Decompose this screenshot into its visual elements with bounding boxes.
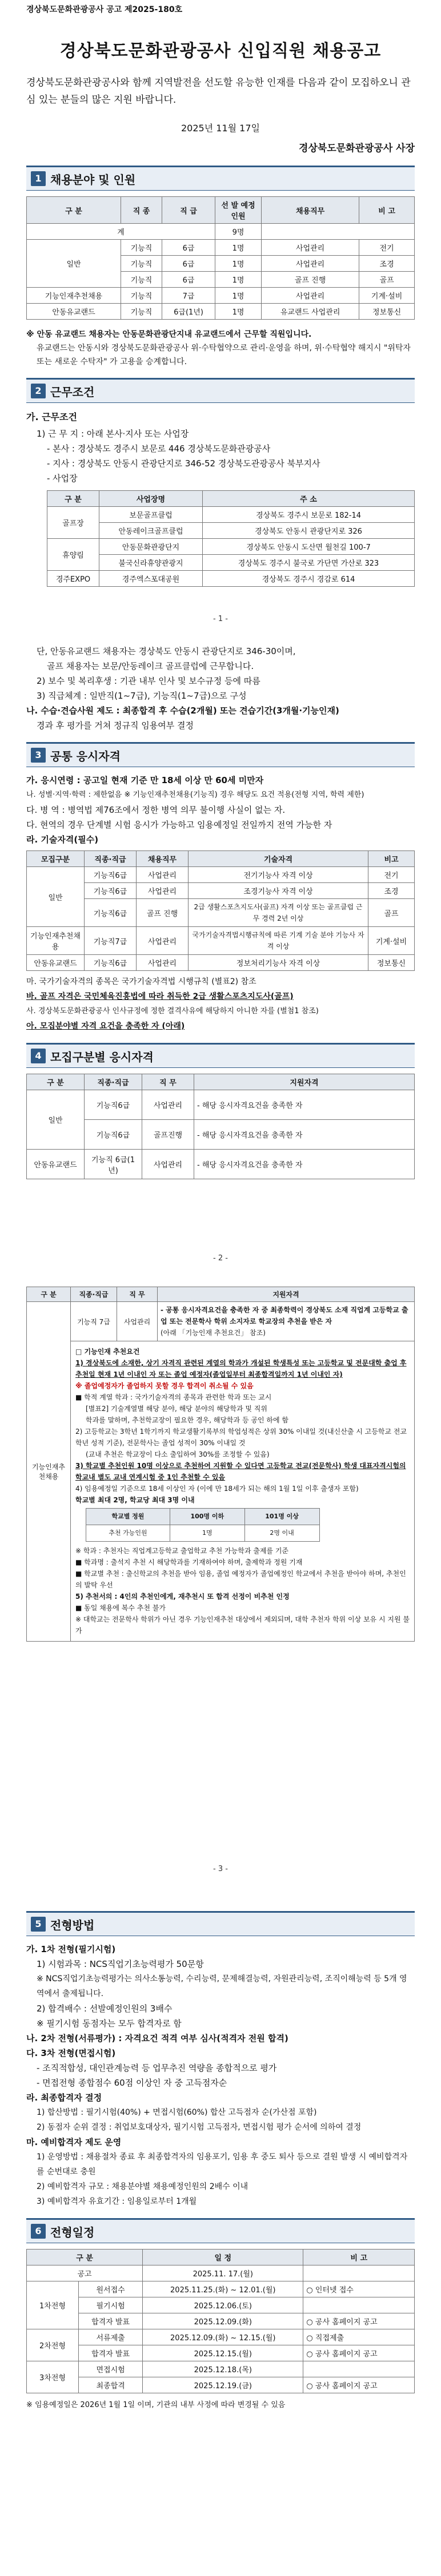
table-row: 안동레이크골프클럽 경상북도 안동시 관광단지로 326 [47,523,415,539]
table-row: 공고 2025.11. 17.(월) [27,2265,415,2281]
page-title: 경상북도문화관광공사 신입직원 채용공고 [59,41,382,61]
table-row: 1차전형 원서접수 2025.11.25.(화) ~ 12.01.(월) ○ 인터넷 접수 [27,2281,415,2297]
subsection-title: 가. 근무조건 [26,412,77,422]
work-location-sites: - 사업장 [47,473,78,483]
work-location-branch: - 지사 : 경상북도 안동시 관광단지로 346-52 경상북도관광공사 북부지사 [47,458,320,469]
section-number: 4 [31,1049,46,1063]
table-row [27,1341,415,1642]
table-row: 경주EXPO 경주엑스포대공원 경상북도 경주시 경감로 614 [47,571,415,587]
text-line: 골프 채용자는 보문/안동레이크 골프클럽에 근무합니다. [47,661,254,671]
text-line: - 면접전형 종합점수 60점 이상인 자 중 고득점자순 [37,2078,227,2088]
table-row: 3차전형 면접시험 2025.12.18.(목) [27,2361,415,2377]
text-line: 1) 운영방법 : 채용절차 종료 후 최종합격자의 임용포기, 임용 후 중도 퇴사 등으로 결원 발생 시 예비합격자를 순번대로 충원 [37,2152,408,2176]
talent-recommendation-table: 구 분 직종·직급 직 무 지원자격 기능인재추천채용 기능직 7급 사업관리 - 공통 응시자격요건을 충족한 자 중 최종학력이 경상북도 소재 직업계 고등학교 출업 또는 전문학사 학위 소지자로 학교장의 추천을 받은 자 (아래 「기능인재 추천요건」 참조) □ 기능인재 추천요건 1) 경상북도에 소재한, 상기 자격직 관련된 계열의 학과가 개설된 학생특성 또는 고등학교 및 전문대학 출업 후 추천일 현재 1년 이내인 자 또는 졸업 예정자(졸업일부터 최종합격일까지 1년 이내인 자) ※ 졸업예정자가 졸업하지 못할 경우 합격이 취소될 수 있음 ■ 학적 계열 학과 : 국가기술자격의 종목과 관련한 학과 또는 교시 [별표2] 기술계열별 해당 분야, 해당 분야의 해당학과 및 직위 학과를 말하며, 추천학교장이 필요한 경우, 해당학과 등 공인 하에 함 2) 고등학교는 3학년 1학기까지 학교생활기록부의 학업성적은 상위 30% 이내일 것(내신산출 시 고등학교 전교 학년 성적 기준), 전문학사는 졸업 성적이 30% 이내일 것 (교내 추천은 학교장이 다소 출입하여 30%를 조정할 수 있음) 3) 학교별 추천인원 10명 이상으로 추천하여 지원할 수 있다면 고등학교 전교(전문학사) 학생 대표자격시험의 학교내 별도 교내 연계시험 중 1인 추천할 수 있음 4) 임용예정일 기준으로 18세 이상인 자 (이에 만 18세가 되는 해의 1월 1일 이후 출생자 포함) 학교별 최대 2명, 학교당 최대 3명 이내 학교별 정원 100명 이하 101명 이상 추천 가능인원 1명 2명 이내 ※ 학과 : 추천자는 직업계고등학교 출업학교 추천 가능학과 출제를 기준 ■ 학과명 : 출석지 추천 시 해당학과를 기재하여야 하며, 출제학과 정원 기재 ■ 학교별 추천 : 출신학교의 추천을 받아 임용, 졸업 예정자가 졸업예정인 학교에서 추천을 받아야 하며, 추천인의 발탁 우선 5) 추천서의 : 4인의 추천인에게, 재추천시 또 합격 선정이 비추천 인정 ■ 동일 채용에 복수 추천 불가 ※ 대학교는 전문학사 학위가 아닌 경우 기능인재추천 대상에서 제외되며, 대학 추천자 학위 이상 보유 시 지원 불가 [26,1287,415,1642]
text-line: 마. 국가기술자격의 종목은 국가기술자격법 시행규칙 (별표2) 참조 [26,977,256,986]
requirement-1-note: ※ 졸업예정자가 졸업하지 못할 경우 합격이 취소될 수 있음 [75,1382,254,1390]
table-row: 기능직 6급 1명 골프 진행 골프 [27,272,415,288]
intro-text: 경상북도문화관광공사와 함께 지역발전을 선도할 유능한 인재를 다음과 같이 모집하오니 관심 있는 분들의 많은 지원 바랍니다. [26,77,411,106]
table-row: 일반 기능직6급 사업관리 - 해당 응시자격요건을 충족한 자 [27,1090,415,1120]
section-4-header [26,1043,415,1068]
schedule-table: 구 분 일 정 비 고 공고 2025.11. 17.(월) 1차전형 원서접수 2025.11.25.(화) ~ 12.01.(월) ○ 인터넷 접수 필기시험 2025.12.06.(토) 합격자 발표 2025.12.09.(화) ○ 공사 홈페이지 공고 2차전형 서류제출 2025.12.09.(화) ~ 12.15.(월) ○ 직접제출 합격자 발표 2025.12.15.(월) ○ 공사 홈페이지 공고 3차전형 면접시험 2025.12.18.(목) 최종합격 2025.12.19.(금) ○ 공사 홈페이지 공고 [26,2249,415,2393]
text-line: - 조직적합성, 대인관계능력 등 업무추진 역량을 종합적으로 평가 [37,2063,277,2073]
table-row: 불국신라휴양관광지 경상북도 경주시 불국로 가단면 가산로 323 [47,555,415,571]
table-row: 필기시험 2025.12.06.(토) [27,2297,415,2313]
page-1 [0,0,441,635]
table-row: 2차전형 서류제출 2025.12.09.(화) ~ 12.15.(월) ○ 직접제출 [27,2329,415,2345]
section-number: 3 [31,748,46,763]
eligibility-general: 나. 성별·지역·학력 : 제한없음 ※ 기능인재추천채용(기능직) 경우 해당도 요건 적용(전형 지역, 학력 제한) [26,791,364,799]
text-line: 나. 수습·견습사원 제도 : 최종합격 후 수습(2개월) 또는 견습기간(3개월·기능인재) [26,706,339,716]
requirement-note: ■ 학교별 추천 : 출신학교의 추천을 받아 임용, 졸업 예정자가 졸업예정인 학교에서 추천을 받아야 하며, 추천인의 발탁 우선 [75,1570,406,1589]
recommend-count-table: 학교별 정원 100명 이하 101명 이상 추천 가능인원 1명 2명 이내 [86,1508,320,1542]
work-location: 1) 근 무 지 : 아래 본사·지사 또는 사업장 [37,429,189,439]
page-number: - 2 - [213,1254,228,1263]
section-3-header [26,742,415,767]
text-line: 마. 예비합격자 제도 운영 [26,2137,122,2147]
eligibility-military-detail: 다. 현역의 경우 단계별 시험 응시가 가능하고 임용예정일 전일까지 전역 가능한 자 [26,820,332,830]
eligibility-license: 라. 기술자격(필수) [26,835,99,845]
text-line: 가. 1차 전형(필기시험) [26,1944,116,1954]
text-line: 바. 골프 자격은 국민체육진흥법에 따라 취득한 2급 생활스포츠지도사(골프) [26,992,294,1001]
section-title: 전형방법 [50,1918,95,1932]
col-category: 구 분 [27,197,121,224]
section-number: 1 [31,171,46,186]
text-line: 나. 2차 전형(서류평가) : 자격요건 적격 여부 심사(적격자 전원 합격) [26,2033,288,2043]
section-1-header [26,166,415,191]
requirement-2-note: (교내 추천은 학교장이 다소 출입하여 30%를 조정할 수 있음) [86,1450,270,1458]
requirement-4: 4) 임용예정일 기준으로 18세 이상인 자 (이에 만 18세가 되는 해의 1월 1일 이후 출생자 포함) [75,1485,359,1493]
col-remark: 비 고 [359,197,415,224]
table-row: 기능직6급 골프진행 - 해당 응시자격요건을 충족한 자 [27,1120,415,1150]
text-line: 아. 모집분야별 자격 요건을 충족한 자 (아래) [26,1022,185,1031]
col-grade: 직 급 [162,197,215,224]
col-job-type: 직 종 [121,197,162,224]
table-row: 일반 기능직6급 사업관리 전기기능사 자격 이상 전기 [27,867,415,883]
text-line: 2) 예비합격자 규모 : 채용분야별 채용예정인원의 2배수 이내 [37,2182,248,2191]
requirement-3: 3) 학교별 추천인원 10명 이상으로 추천하여 지원할 수 있다면 고등학교 전교(전문학사) 학생 대표자격시험의 학교내 별도 교내 연계시험 중 1인 추천할 수 있음 [75,1462,406,1481]
text-line: 라. 최종합격자 결정 [26,2093,102,2103]
section-title: 근무조건 [50,385,95,399]
schedule-footnote: ※ 임용예정일은 2026년 1월 1일 이며, 기관의 내부 사정에 따라 변경될 수 있음 [26,2401,286,2409]
col-duty: 채용직무 [262,197,359,224]
section-number: 5 [31,1917,46,1932]
col-count: 선 발 예정인원 [215,197,262,224]
table-row: 휴양림 안동문화관광단지 경상북도 안동시 도산면 월천길 100-7 [47,539,415,555]
page-4 [0,1885,441,2576]
text-line: 2) 동점자 순위 결정 : 취업보호대상자, 필기시험 고득점자, 면접시험 평가 순서에 의하여 결정 [37,2123,362,2132]
section-title: 모집구분별 응시자격 [50,1050,154,1064]
requirement-note: ※ 대학교는 전문학사 학위가 아닌 경우 기능인재추천 대상에서 제외되며, 대학 추천자 학위 이상 보유 시 지원 불가 [75,1615,410,1635]
page-2 [0,635,441,1274]
requirement-1-detail: 학과를 말하며, 추천학교장이 필요한 경우, 해당학과 등 공인 하에 함 [86,1416,288,1424]
table-row: 안동유교랜드 기능직6급 사업관리 정보처리기능사 자격 이상 정보통신 [27,955,415,971]
page-number: - 1 - [213,615,228,623]
requirement-1: 1) 경상북도에 소재한, 상기 자격직 관련된 계열의 학과가 개설된 학생특성 또는 고등학교 및 전문대학 출업 후 추천일 현재 1년 이내인 자 또는 졸업 예정자(졸업일부터 최종합격일까지 1년 이내인 자) [75,1359,407,1378]
page-3 [0,1274,441,1885]
notice-date: 2025년 11월 17일 [181,123,260,134]
page-number: - 3 - [213,1865,228,1873]
requirement-1-table-ref: [별표2] 기술계열별 해당 분야, 해당 분야의 해당학과 및 직위 [86,1405,267,1413]
text-line: 단, 안동유교랜드 채용자는 경상북도 안동시 관광단지로 346-30이며, [37,646,296,656]
eligibility-military: 다. 병 역 : 병역법 제76조에서 정한 병역 의무 불이행 사실이 없는 자. [26,805,286,815]
table-row: 기능인재추천채용 기능직 7급 1명 사업관리 기계·설비 [27,288,415,304]
requirement-1-major: ■ 학적 계열 학과 : 국가기술자격의 종목과 관련한 학과 또는 교시 [75,1393,272,1401]
text-line: 1) 합산방법 : 필기시험(40%) + 면접시험(60%) 합산 고득점자 순(가산점 포함) [37,2108,317,2117]
text-line: 1) 시험과목 : NCS직업기초능력평가 50문항 [37,1959,204,1969]
text-line: ※ 필기시험 동점자는 모두 합격자로 함 [37,2018,182,2029]
requirement-5-heading: 학교별 최대 2명, 학교당 최대 3명 이내 [75,1496,195,1504]
section-number: 6 [31,2224,46,2239]
text-line: ※ NCS직업기초능력평가는 의사소통능력, 수리능력, 문제해결능력, 자원관리능력, 조직이해능력 등 5개 영역에서 출제됩니다. [37,1974,407,1998]
text-line: 3) 직급체계 : 일반직(1~7급), 기능직(1~7급)으로 구성 [37,691,247,701]
requirement-note: ※ 학과 : 추천자는 직업계고등학교 출업학교 추천 가능학과 출제를 기준 [75,1547,289,1555]
text-line: 2) 합격배수 : 선발예정인원의 3배수 [37,2003,173,2014]
table-row: 합격자 발표 2025.12.09.(화) ○ 공사 홈페이지 공고 [27,2313,415,2329]
table-row: 기능직6급 사업관리 조경기능사 자격 이상 조경 [27,883,415,899]
text-line: 사. 경상북도문화관광공사 인사규정에 정한 결격사유에 해당하지 아니한 자를 (별첨1 참조) [26,1007,319,1015]
table-row: 계 9명 [27,224,415,240]
requirement-text: - 공통 응시자격요건을 충족한 자 중 최종학력이 경상북도 소재 직업계 고등학교 출업 또는 전문학사 학위 소지자로 학교장의 추천을 받은 자 [161,1306,408,1325]
section-title: 채용분야 및 인원 [50,172,136,187]
requirement-heading: □ 기능인재 추천요건 [75,1348,140,1356]
table-row: 합격자 발표 2025.12.15.(월) ○ 공사 홈페이지 공고 [27,2345,415,2361]
requirement-note: 5) 추천서의 : 4인의 추천인에게, 재추천시 또 합격 선정이 비추천 인정 [75,1593,290,1601]
worksite-table: 구 분 사업장명 주 소 골프장 보문골프클럽 경상북도 경주시 보문로 182-14 안동레이크골프클럽 경상북도 안동시 관광단지로 326 휴양림 안동문화관광단지 경상북도 안동시 도산면 월천길 100-7 불국신라휴양관광지 경상북도 경주시 불국로 가단면 가산로 323 경주EXPO 경주엑스포대공원 경상북도 경주시 경감로 614 [47,490,415,587]
section-number: 2 [31,384,46,398]
table-row: 기능직 6급 1명 사업관리 조경 [27,256,415,272]
eligibility-by-category-table: 구 분 직종·직급 직 무 지원자격 일반 기능직6급 사업관리 - 해당 응시자격요건을 충족한 자 기능직6급 골프진행 - 해당 응시자격요건을 충족한 자 안동유교랜드 기능직 6급(1년) 사업관리 - 해당 응시자격요건을 충족한 자 [26,1074,415,1179]
text-line: 다. 3차 전형(면접시험) [26,2048,116,2058]
document-number: 경상북도문화관광공사 공고 제2025-180호 [26,5,183,14]
section-5-header [26,1911,415,1936]
notice-yugyoland-detail: 유교랜드는 안동시와 경상북도문화관광공사 위·수탁협약으로 관리·운영을 하며, 위·수탁협약 해지시 "위탁자 또는 새로운 수탁자" 가 고용을 승계합니다. [37,344,411,366]
requirement-ref: (아래 「기능인재 추천요건」 참조) [161,1329,266,1337]
section-6-header [26,2218,415,2243]
section-2-header [26,378,415,403]
organization-signature: 경상북도문화관광공사 사장 [299,143,415,154]
table-row: 안동유교랜드 기능직 6급(1년) 1명 유교랜드 사업관리 정보통신 [27,304,415,320]
table-row: 최종합격 2025.12.19.(금) ○ 공사 홈페이지 공고 [27,2377,415,2393]
section-title: 공통 응시자격 [50,749,121,763]
license-table: 모집구분 직종·직급 채용직무 기술자격 비고 일반 기능직6급 사업관리 전기기능사 자격 이상 전기 기능직6급 사업관리 조경기능사 자격 이상 조경 기능직6급 골프 진행 2급 생활스포츠지도사(골프) 자격 이상 또는 골프클럽 근무 경력 2년 이상 골프 기능인재추천채용 기능직7급 사업관리 국가기술자격법시행규칙에 따른 기계 기술 분야 기능사 자격 이상 기계·설비 안동유교랜드 기능직6급 사업관리 정보처리기능사 자격 이상 정보통신 [26,850,415,971]
work-location-hq: - 본사 : 경상북도 경주시 보문로 446 경상북도문화관광공사 [47,444,271,454]
eligibility-age: 가. 응시연령 : 공고일 현재 기준 만 18세 이상 만 60세 미만자 [26,775,264,785]
requirement-2: 2) 고등학교는 3학년 1학기까지 학교생활기록부의 학업성적은 상위 30% 이내일 것(내신산출 시 고등학교 전교 학년 성적 기준), 전문학사는 졸업 성적이 30% 이내일 것 [75,1428,407,1447]
table-row: 기능인재추천채용 기능직7급 사업관리 국가기술자격법시행규칙에 따른 기계 기술 분야 기능사 자격 이상 기계·설비 [27,927,415,955]
notice-yugyoland: ※ 안동 유교랜드 채용자는 안동문화관광단지내 유교랜드에서 근무할 직원입니다. [26,330,312,339]
table-row: 기능인재추천채용 기능직 7급 사업관리 - 공통 응시자격요건을 충족한 자 중 최종학력이 경상북도 소재 직업계 고등학교 출업 또는 전문학사 학위 소지자로 학교장의 추천을 받은 자 (아래 「기능인재 추천요건」 참조) [27,1302,415,1341]
table-row: 일반 기능직 6급 1명 사업관리 전기 [27,240,415,256]
requirement-note: ■ 동일 채용에 복수 추천 불가 [75,1604,166,1612]
requirement-note: ■ 학과명 : 출석지 추천 시 해당학과를 기재하여야 하며, 출제학과 정원 기재 [75,1558,303,1566]
table-row: 골프장 보문골프클럽 경상북도 경주시 보문로 182-14 [47,507,415,523]
table-row: 추천 가능인원 1명 2명 이내 [86,1525,320,1542]
recruitment-table [26,196,415,320]
text-line: 2) 보수 및 복리후생 : 기관 내부 인사 및 보수규정 등에 따름 [37,676,260,686]
text-line: 경과 후 평가를 거쳐 정규직 임용여부 결정 [37,720,194,731]
table-row: 안동유교랜드 기능직 6급(1년) 사업관리 - 해당 응시자격요건을 충족한 자 [27,1150,415,1179]
section-title: 전형일정 [50,2225,95,2239]
table-row: 기능직6급 골프 진행 2급 생활스포츠지도사(골프) 자격 이상 또는 골프클럽 근무 경력 2년 이상 골프 [27,899,415,927]
text-line: 3) 예비합격자 유효기간 : 임용일로부터 1개월 [37,2197,197,2206]
